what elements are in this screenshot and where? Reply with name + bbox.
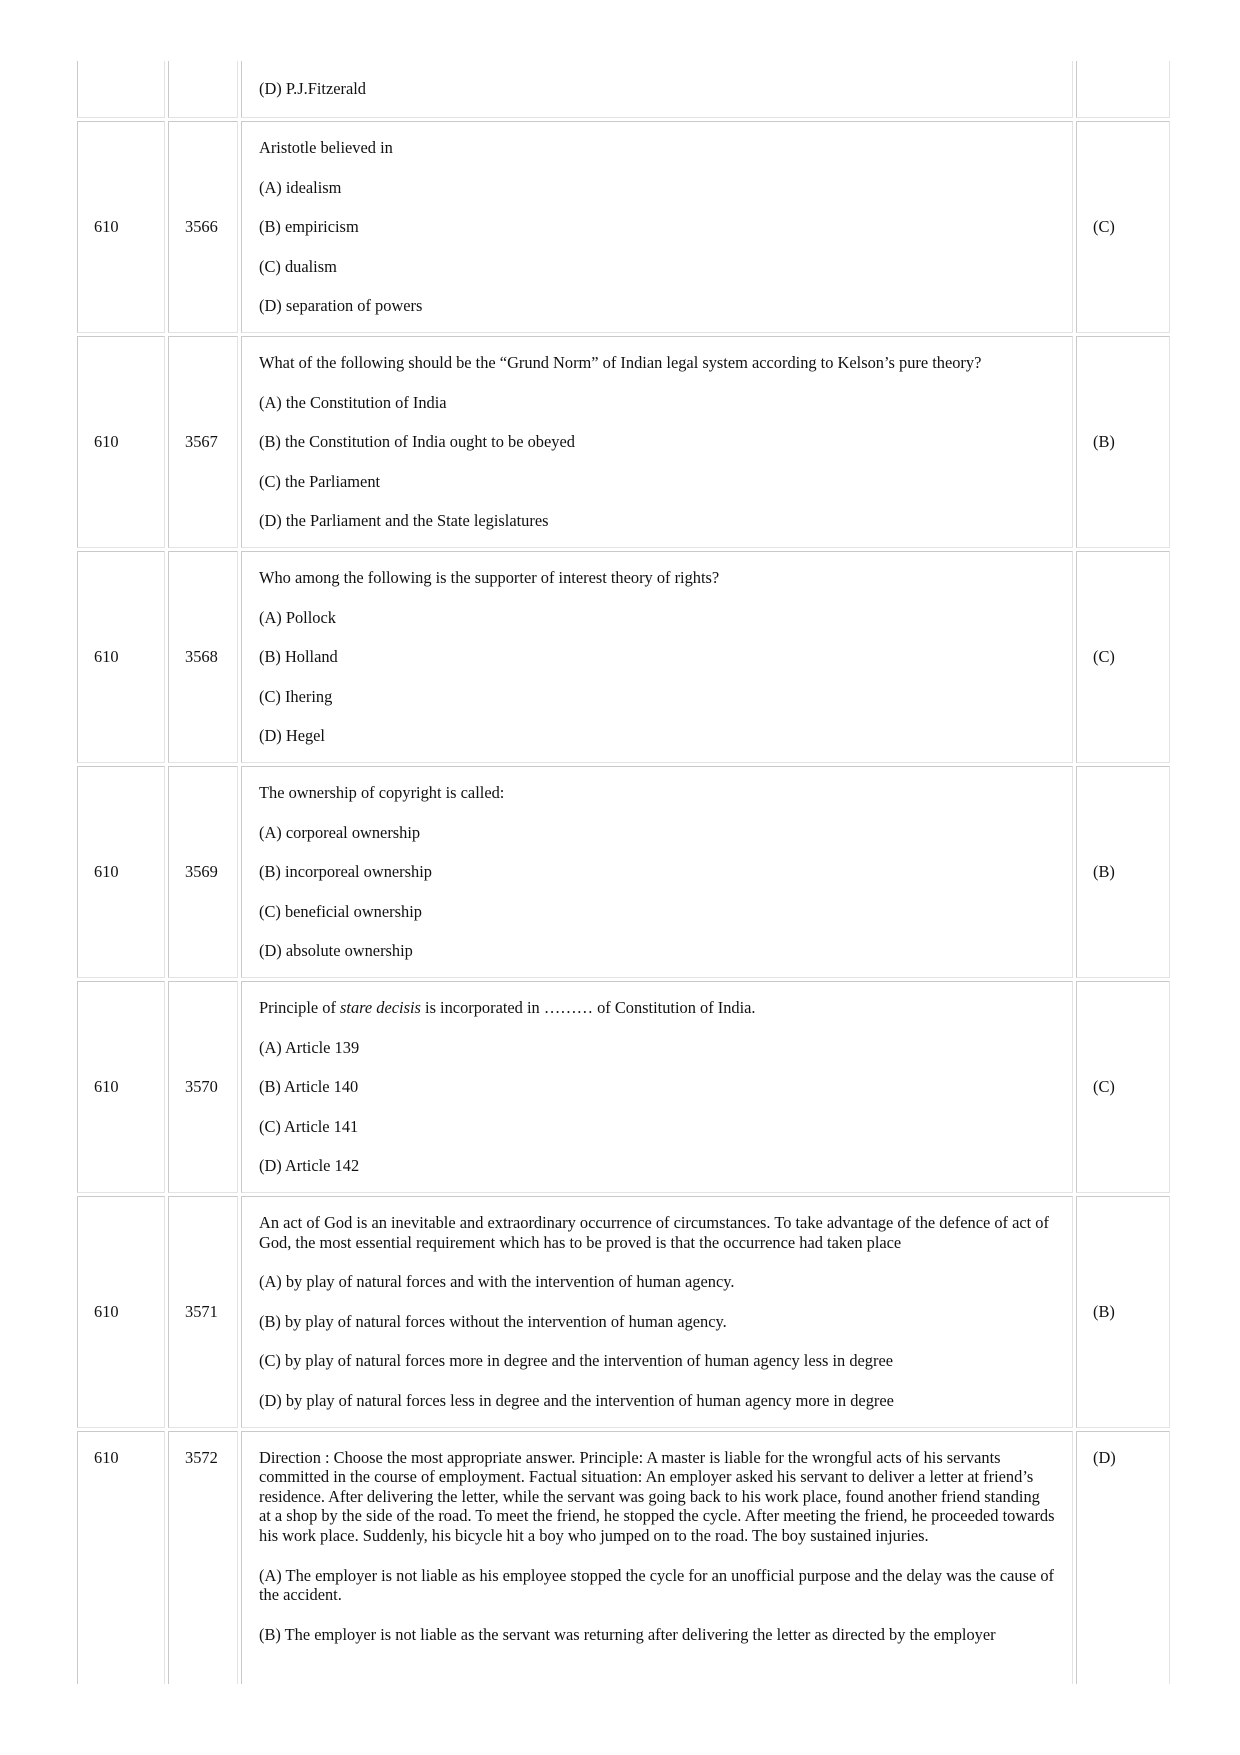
question-number-cell: 3569 xyxy=(168,766,238,978)
answer-cell: (C) xyxy=(1076,981,1170,1193)
option-c: (C) the Parliament xyxy=(259,471,381,491)
stem-text-before: Principle of xyxy=(259,998,341,1018)
answer-cell xyxy=(1076,61,1170,118)
question-cell xyxy=(241,121,1073,333)
question-number-cell: 3568 xyxy=(168,551,238,763)
option-a: (A) the Constitution of India xyxy=(259,392,447,412)
question-stem: Direction : Choose the most appropriate answer. Principle: A master is liable for the wrongful acts of his servants committed in the course of employment. Factual situation: An employer asked his servant to deliver a letter at friend’s residence. After delivering the letter, while the servant was going back to his work place, found another friend standing at a shop by the side of the road. To meet the friend, he stopped the cycle. After meeting the friend, he proceeded towards his work place. Suddenly, his bicycle hit a boy who jumped on to the road. The boy sustained injuries. xyxy=(259,1447,1055,1545)
question-table xyxy=(74,58,1173,1687)
paper-code-cell: 610 xyxy=(77,121,165,333)
question-cell xyxy=(241,1196,1073,1428)
option-d: (D) absolute ownership xyxy=(259,941,413,961)
option-b: (B) Holland xyxy=(259,647,338,667)
question-number-cell: 3572 xyxy=(168,1431,238,1685)
table-row xyxy=(77,766,1170,978)
question-number-cell: 3570 xyxy=(168,981,238,1193)
question-number-cell: 3571 xyxy=(168,1196,238,1428)
table-row xyxy=(77,336,1170,548)
paper-code-cell: 610 xyxy=(77,1196,165,1428)
option-b: (B) incorporeal ownership xyxy=(259,862,432,882)
question-stem: Who among the following is the supporter of interest theory of rights? xyxy=(259,568,720,588)
answer-cell: (C) xyxy=(1076,121,1170,333)
option-b: (B) the Constitution of India ought to be obeyed xyxy=(259,432,575,452)
option-c: (C) by play of natural forces more in degree and the intervention of human agency less in degree xyxy=(259,1351,893,1371)
option-b: (B) by play of natural forces without the intervention of human agency. xyxy=(259,1311,727,1331)
paper-code-cell: 610 xyxy=(77,551,165,763)
option-a: (A) corporeal ownership xyxy=(259,822,421,842)
option-d: (D) the Parliament and the State legislatures xyxy=(259,511,549,531)
question-stem: What of the following should be the “Grund Norm” of Indian legal system according to Kelson’s pure theory? xyxy=(259,353,982,373)
question-stem xyxy=(259,998,1055,1018)
stem-text-after: is incorporated in ……… of Constitution of India. xyxy=(420,998,756,1018)
question-stem: An act of God is an inevitable and extraordinary occurrence of circumstances. To take advantage of the defence of act of God, the most essential requirement which has to be proved is that the occurrence had taken place xyxy=(259,1213,1049,1252)
answer-cell: (B) xyxy=(1076,766,1170,978)
option-d: (D) P.J.Fitzerald xyxy=(259,79,366,99)
answer-cell: (B) xyxy=(1076,336,1170,548)
question-cell xyxy=(241,551,1073,763)
paper-code-cell xyxy=(77,61,165,118)
stem-italic-term: stare decisis xyxy=(340,998,421,1018)
table-row xyxy=(77,1431,1170,1685)
answer-cell: (C) xyxy=(1076,551,1170,763)
question-number-cell: 3567 xyxy=(168,336,238,548)
table-row xyxy=(77,61,1170,118)
answer-cell: (D) xyxy=(1076,1431,1170,1685)
question-stem: Aristotle believed in xyxy=(259,138,393,158)
table-row xyxy=(77,121,1170,333)
question-cell xyxy=(241,766,1073,978)
option-b: (B) The employer is not liable as the servant was returning after delivering the letter as directed by the employer xyxy=(259,1624,996,1644)
option-c: (C) beneficial ownership xyxy=(259,901,422,921)
option-a: (A) by play of natural forces and with the intervention of human agency. xyxy=(259,1272,735,1292)
question-cell xyxy=(241,336,1073,548)
paper-code-cell: 610 xyxy=(77,336,165,548)
table-row xyxy=(77,1196,1170,1428)
option-d: (D) by play of natural forces less in degree and the intervention of human agency more in degree xyxy=(259,1390,894,1410)
question-stem: The ownership of copyright is called: xyxy=(259,783,505,803)
paper-code-cell: 610 xyxy=(77,1431,165,1685)
option-b: (B) empiricism xyxy=(259,217,359,237)
question-number-cell: 3566 xyxy=(168,121,238,333)
option-d: (D) Hegel xyxy=(259,726,325,746)
question-cell xyxy=(241,1431,1073,1685)
option-d: (D) separation of powers xyxy=(259,296,423,316)
question-cell xyxy=(241,61,1073,118)
option-c: (C) dualism xyxy=(259,256,337,276)
option-c: (C) Ihering xyxy=(259,686,333,706)
option-c: (C) Article 141 xyxy=(259,1116,359,1136)
option-b: (B) Article 140 xyxy=(259,1077,359,1097)
option-a: (A) Article 139 xyxy=(259,1037,360,1057)
option-a: (A) The employer is not liable as his employee stopped the cycle for an unofficial purpose and the delay was the cause of the accident. xyxy=(259,1565,1054,1605)
question-number-cell xyxy=(168,61,238,118)
option-a: (A) idealism xyxy=(259,177,342,197)
option-a: (A) Pollock xyxy=(259,607,336,627)
answer-cell: (B) xyxy=(1076,1196,1170,1428)
paper-code-cell: 610 xyxy=(77,766,165,978)
table-row xyxy=(77,981,1170,1193)
question-table-page xyxy=(74,58,1170,1687)
paper-code-cell: 610 xyxy=(77,981,165,1193)
table-row xyxy=(77,551,1170,763)
question-cell xyxy=(241,981,1073,1193)
option-d: (D) Article 142 xyxy=(259,1156,360,1176)
